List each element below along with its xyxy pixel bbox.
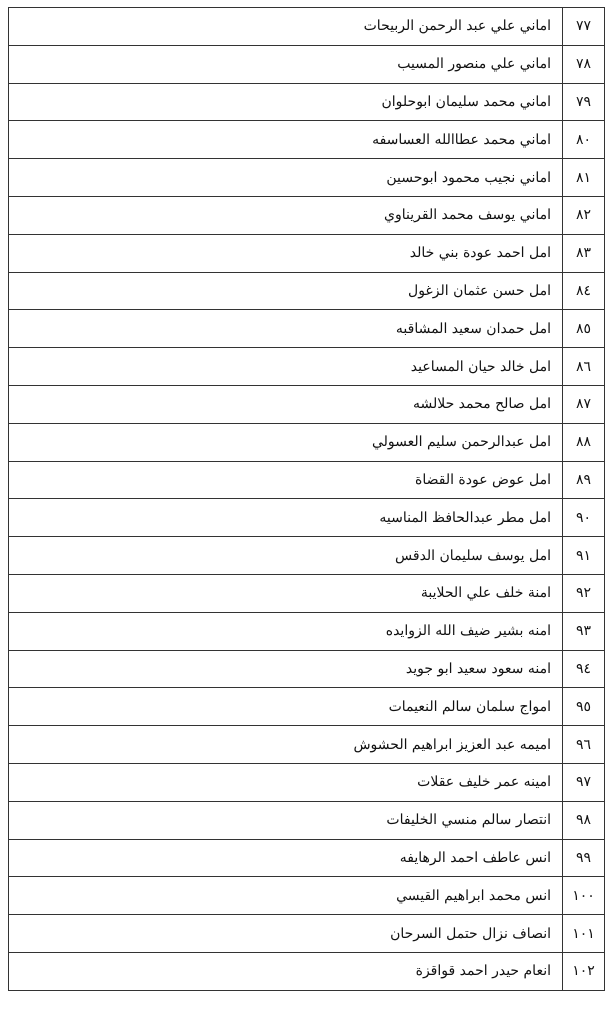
name-cell: امل حمدان سعيد المشاقبه (9, 310, 563, 348)
table-row (9, 196, 605, 234)
table-row (9, 159, 605, 197)
row-number-cell: ٨٩ (563, 461, 605, 499)
table-row (9, 574, 605, 612)
name-cell: امل عوض عودة القضاة (9, 461, 563, 499)
name-cell: انتصار سالم منسي الخليفات (9, 801, 563, 839)
name-cell: امنه بشير ضيف الله الزوايده (9, 612, 563, 650)
row-number-cell: ٩١ (563, 537, 605, 575)
name-cell: امل صالح محمد حلالشه (9, 385, 563, 423)
name-cell: انس محمد ابراهيم القيسي (9, 877, 563, 915)
table-row (9, 234, 605, 272)
name-cell: اميمه عبد العزيز ابراهيم الحشوش (9, 726, 563, 764)
row-number-cell: ٧٨ (563, 45, 605, 83)
table-row (9, 763, 605, 801)
table-row (9, 121, 605, 159)
row-number-cell: ١٠٠ (563, 877, 605, 915)
table-row (9, 915, 605, 953)
row-number-cell: ٨٥ (563, 310, 605, 348)
table-row (9, 650, 605, 688)
table-row (9, 348, 605, 386)
table-row (9, 83, 605, 121)
name-cell: انعام حيدر احمد قواقزة (9, 952, 563, 990)
name-cell: امل احمد عودة بني خالد (9, 234, 563, 272)
table-row (9, 461, 605, 499)
row-number-cell: ٩٧ (563, 763, 605, 801)
name-cell: امل مطر عبدالحافظ المناسيه (9, 499, 563, 537)
name-cell: امل حسن عثمان الزغول (9, 272, 563, 310)
row-number-cell: ١٠١ (563, 915, 605, 953)
name-cell: اماني علي منصور المسيب (9, 45, 563, 83)
row-number-cell: ٩٥ (563, 688, 605, 726)
table-row (9, 45, 605, 83)
row-number-cell: ٧٩ (563, 83, 605, 121)
name-cell: اماني يوسف محمد القريناوي (9, 196, 563, 234)
name-cell: امواج سلمان سالم النعيمات (9, 688, 563, 726)
row-number-cell: ٩٤ (563, 650, 605, 688)
table-row (9, 726, 605, 764)
names-table (8, 7, 605, 991)
table-row (9, 801, 605, 839)
table-row (9, 310, 605, 348)
name-cell: اماني محمد سليمان ابوحلوان (9, 83, 563, 121)
row-number-cell: ٧٧ (563, 8, 605, 46)
row-number-cell: ٨٤ (563, 272, 605, 310)
row-number-cell: ٩٣ (563, 612, 605, 650)
table-row (9, 8, 605, 46)
name-cell: امل خالد حيان المساعيد (9, 348, 563, 386)
name-cell: اماني محمد عطاالله العساسفه (9, 121, 563, 159)
name-cell: انصاف نزال حتمل السرحان (9, 915, 563, 953)
name-cell: اماني نجيب محمود ابوحسين (9, 159, 563, 197)
name-cell: امل عبدالرحمن سليم العسولي (9, 423, 563, 461)
row-number-cell: ٩٦ (563, 726, 605, 764)
table-row (9, 612, 605, 650)
table-row (9, 952, 605, 990)
table-row (9, 385, 605, 423)
row-number-cell: ٨٣ (563, 234, 605, 272)
row-number-cell: ٨٢ (563, 196, 605, 234)
name-cell: انس عاطف احمد الرهايفه (9, 839, 563, 877)
row-number-cell: ٩٢ (563, 574, 605, 612)
name-cell: اماني علي عبد الرحمن الربيحات (9, 8, 563, 46)
table-row (9, 537, 605, 575)
name-cell: امنه سعود سعيد ابو جويد (9, 650, 563, 688)
row-number-cell: ٩٠ (563, 499, 605, 537)
table-row (9, 423, 605, 461)
row-number-cell: ٩٨ (563, 801, 605, 839)
table-row (9, 877, 605, 915)
table-row (9, 688, 605, 726)
table-row (9, 499, 605, 537)
table-body (9, 8, 605, 991)
row-number-cell: ٨٠ (563, 121, 605, 159)
row-number-cell: ١٠٢ (563, 952, 605, 990)
table-row (9, 272, 605, 310)
name-cell: امل يوسف سليمان الدقس (9, 537, 563, 575)
table-row (9, 839, 605, 877)
row-number-cell: ٨١ (563, 159, 605, 197)
row-number-cell: ٨٨ (563, 423, 605, 461)
row-number-cell: ٩٩ (563, 839, 605, 877)
name-cell: امينه عمر خليف عقلات (9, 763, 563, 801)
row-number-cell: ٨٧ (563, 385, 605, 423)
row-number-cell: ٨٦ (563, 348, 605, 386)
name-cell: امنة خلف علي الحلايبة (9, 574, 563, 612)
